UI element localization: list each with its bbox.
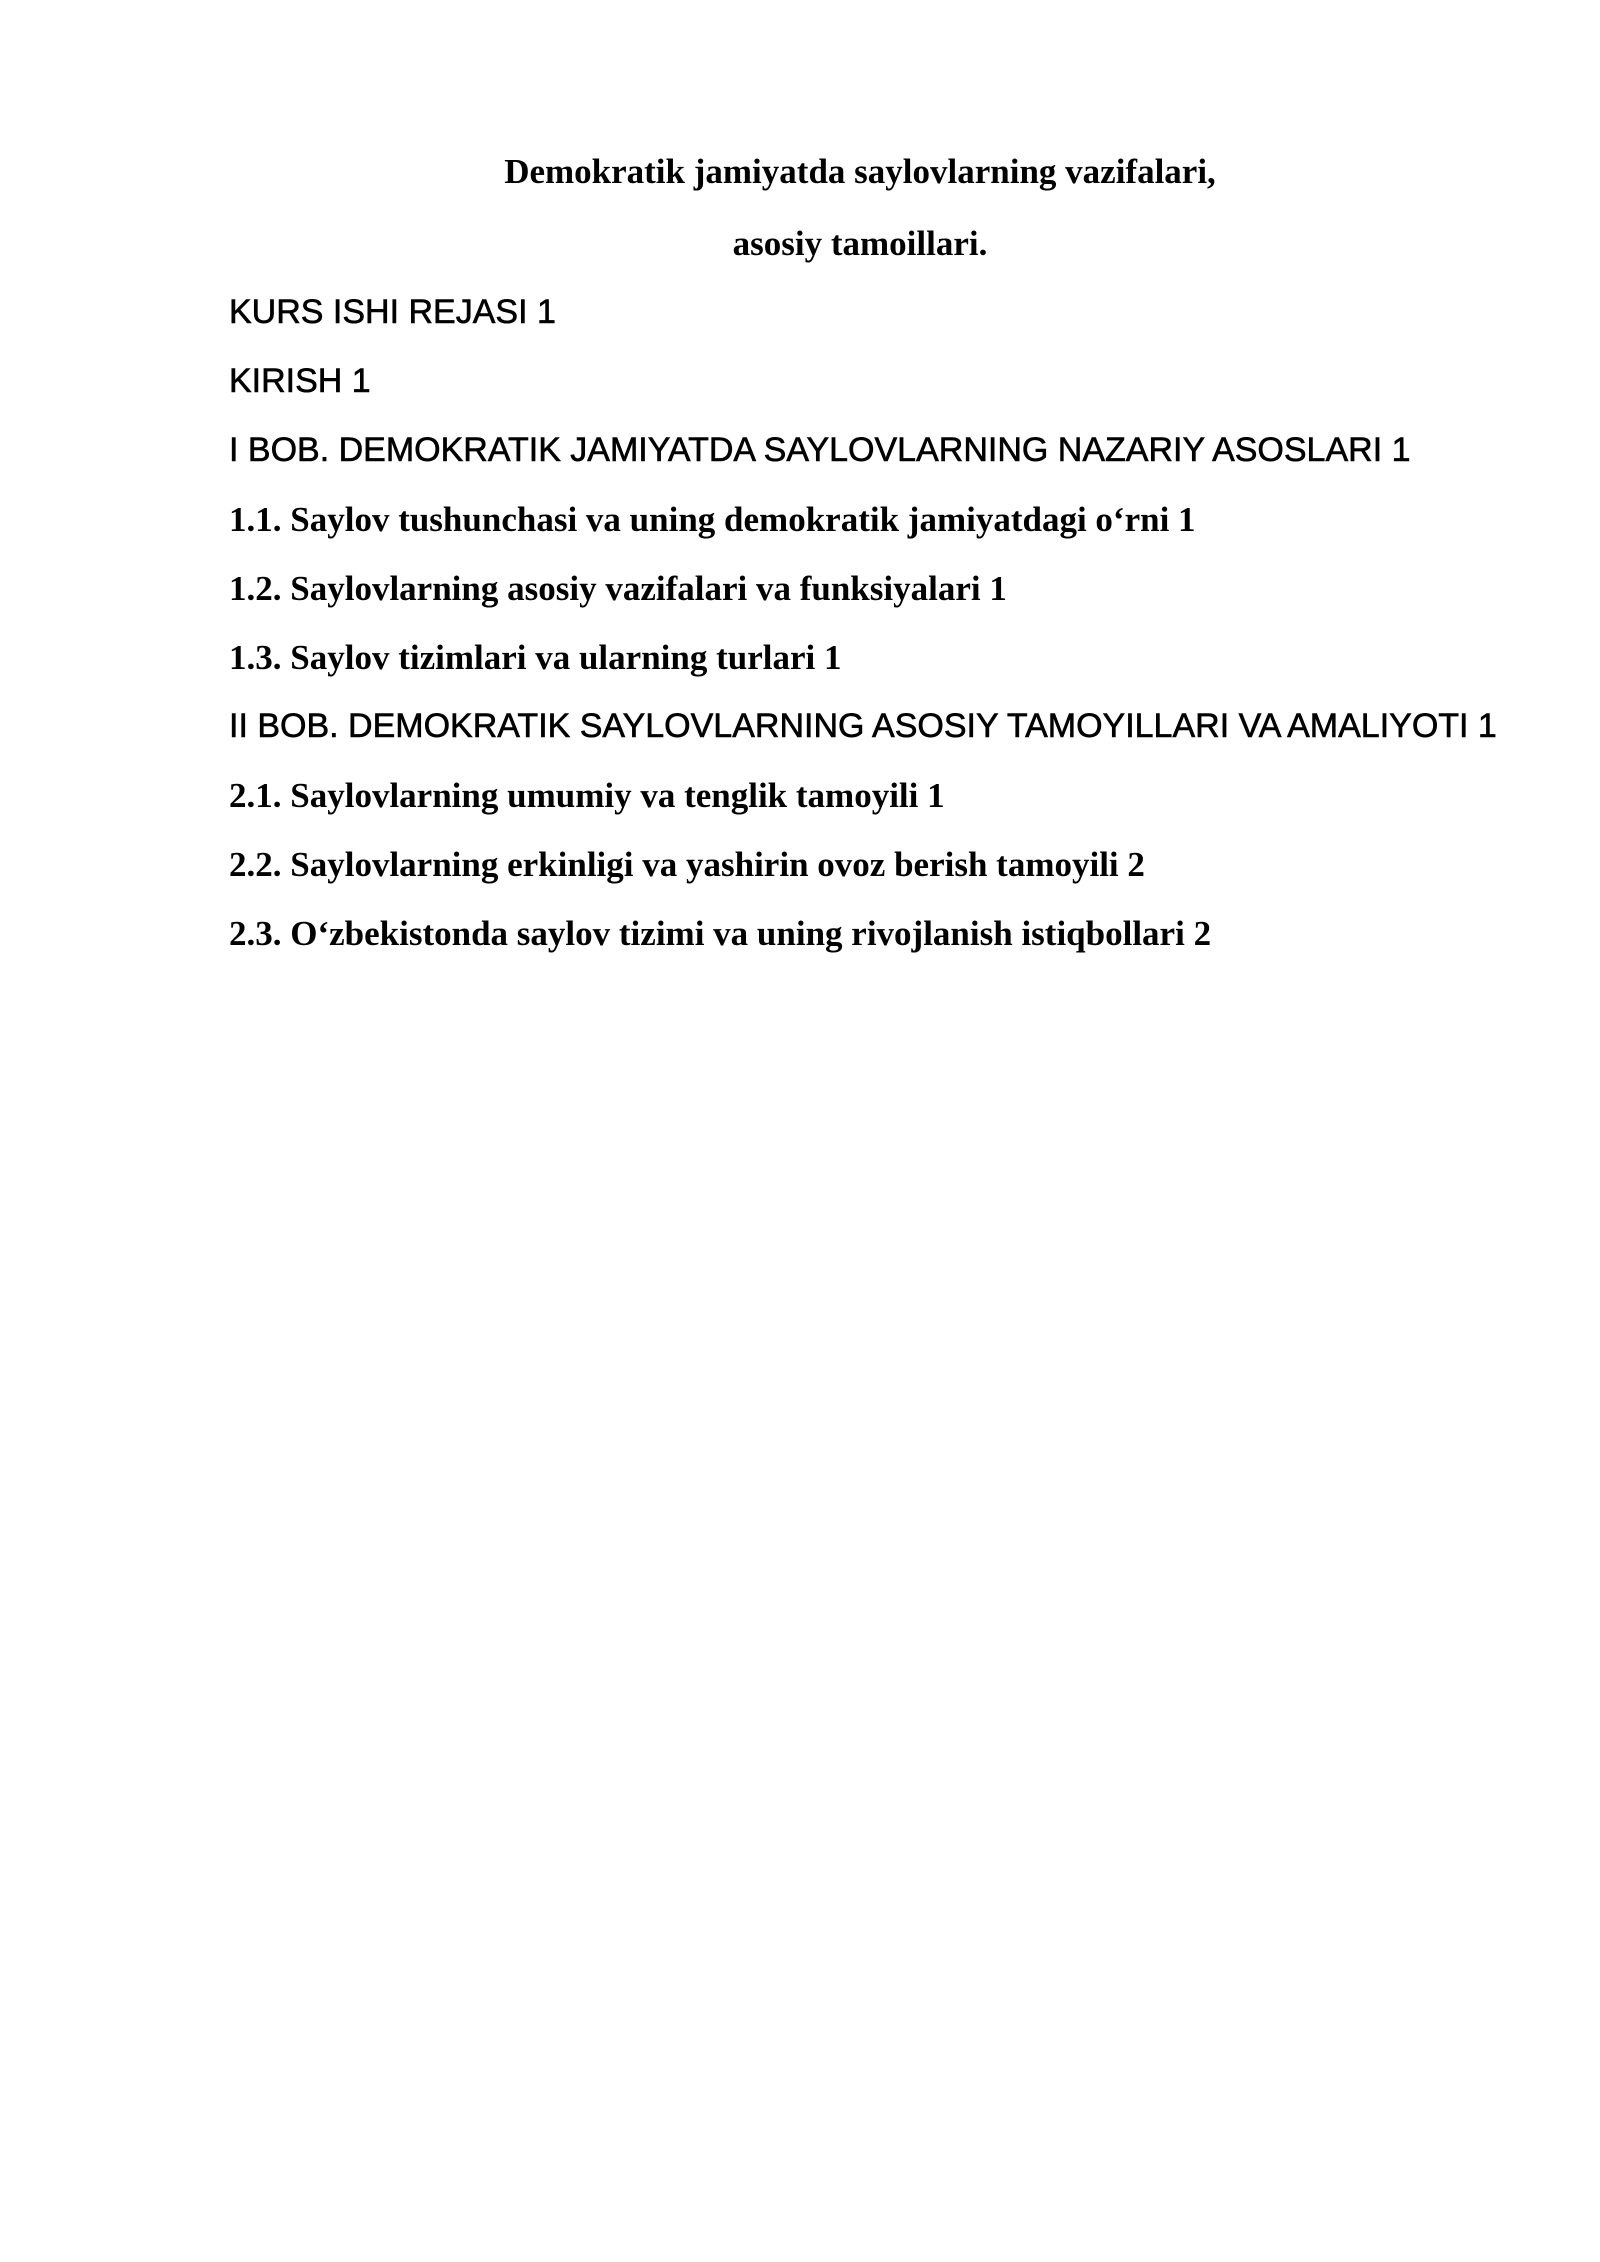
toc-entry-chapter-1[interactable]: I BOB. DEMOKRATIK JAMIYATDA SAYLOVLARNING NAZARIY ASOSLARI 1 — [229, 431, 1411, 469]
toc-entry-2-2[interactable]: 2.2. Saylovlarning erkinligi va yashirin ovoz berish tamoyili 2 — [229, 845, 1145, 884]
toc-entry-kirish[interactable]: KIRISH 1 — [229, 362, 371, 400]
document-title-line-2: asosiy tamoillari. — [732, 224, 988, 263]
toc-entry-2-3[interactable]: 2.3. O‘zbekistonda saylov tizimi va uning rivojlanish istiqbollari 2 — [229, 914, 1212, 953]
toc-entry-kurs-ishi-rejasi[interactable]: KURS ISHI REJASI 1 — [229, 293, 556, 331]
toc-entry-2-1[interactable]: 2.1. Saylovlarning umumiy va tenglik tamoyili 1 — [229, 776, 945, 815]
toc-entry-1-2[interactable]: 1.2. Saylovlarning asosiy vazifalari va funksiyalari 1 — [229, 569, 1007, 608]
table-of-contents — [229, 290, 1509, 980]
toc-entry-1-1[interactable]: 1.1. Saylov tushunchasi va uning demokratik jamiyatdagi o‘rni 1 — [229, 500, 1196, 539]
toc-entry-1-3[interactable]: 1.3. Saylov tizimlari va ularning turlari 1 — [229, 638, 842, 677]
toc-entry-chapter-2[interactable]: II BOB. DEMOKRATIK SAYLOVLARNING ASOSIY TAMOYILLARI VA AMALIYOTI 1 — [229, 707, 1497, 745]
document-title-line-1: Demokratik jamiyatda saylovlarning vazifalari, — [504, 152, 1216, 191]
